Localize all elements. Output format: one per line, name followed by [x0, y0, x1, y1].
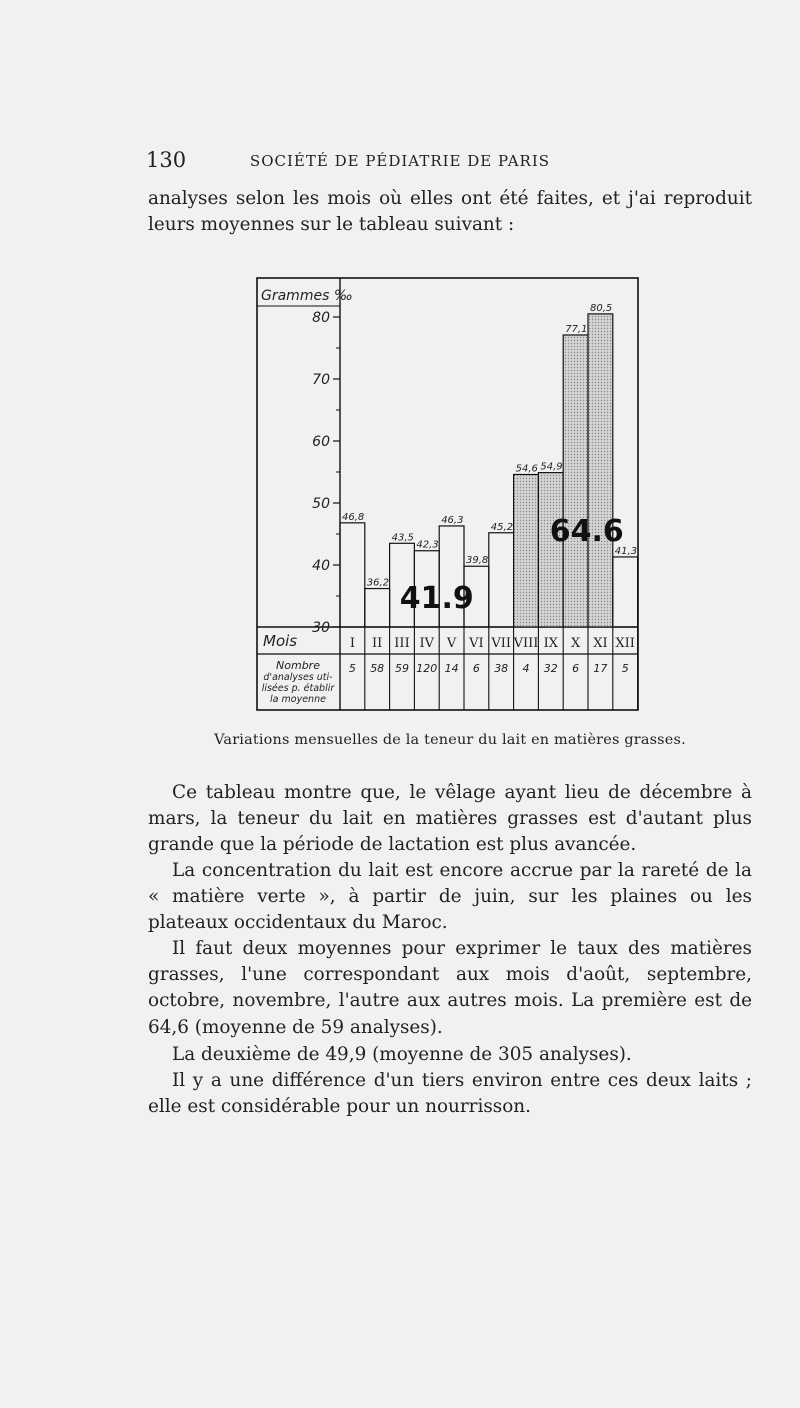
running-head: SOCIÉTÉ DE PÉDIATRIE DE PARIS	[249, 152, 551, 170]
count-row-label-line: d'analyses uti-	[263, 672, 333, 683]
bar-value-label: 43,5	[391, 532, 414, 544]
analysis-count: 5	[621, 662, 629, 675]
analysis-count: 4	[522, 662, 530, 675]
month-label: I	[349, 636, 355, 651]
bar-II	[365, 589, 390, 627]
page-number: 130	[146, 148, 187, 172]
y-tick-label: 50	[312, 496, 330, 512]
month-label: VIII	[513, 636, 539, 651]
bar-XII	[613, 557, 638, 627]
figure-caption: Variations mensuelles de la teneur du lait en matières grasses.	[214, 732, 686, 748]
analysis-count: 38	[494, 662, 509, 675]
bar-value-label: 46,8	[342, 511, 365, 523]
average-label-low: 41.9	[399, 581, 474, 616]
y-tick-label: 70	[312, 372, 330, 388]
y-tick-label: 60	[312, 434, 330, 450]
y-tick-label: 40	[312, 558, 330, 574]
bar-IX	[538, 473, 563, 627]
month-label: XI	[593, 636, 608, 651]
bar-VII	[489, 533, 514, 627]
month-label: II	[372, 636, 383, 651]
month-label: XII	[615, 636, 635, 651]
bar-value-label: 39,8	[466, 555, 489, 567]
count-row-label-line: la moyenne	[270, 694, 326, 705]
month-label: VI	[469, 636, 484, 651]
bar-I	[340, 523, 365, 627]
y-axis-label: Grammes ‰	[261, 288, 353, 304]
analysis-count: 5	[348, 662, 356, 675]
paragraph-intro: analyses selon les mois où elles ont été faites, et j'ai reproduit leurs moyennes sur le tableau suivant :	[148, 188, 752, 236]
analysis-count: 58	[370, 662, 385, 675]
bar-value-label: 45,2	[490, 521, 514, 533]
paragraph-concentration: La concentration du lait est encore accrue par la rareté de la « matière verte », à partir de juin, sur les plaines ou les plateaux occidentaux du Maroc.	[148, 860, 752, 934]
paragraph-calving: Ce tableau montre que, le vêlage ayant lieu de décembre à mars, la teneur du lait en matières grasses est d'autant plus grande que la période de lactation est plus avancée.	[148, 782, 752, 856]
analysis-count: 14	[444, 662, 459, 675]
analysis-count: 17	[593, 662, 608, 675]
analysis-count: 32	[543, 662, 558, 675]
month-label: III	[394, 636, 410, 651]
bar-value-label: 54,6	[515, 463, 538, 475]
bar-value-label: 77,1	[565, 323, 588, 335]
count-row-label-line: lisées p. établir	[261, 683, 335, 694]
analysis-count: 6	[572, 662, 580, 675]
analysis-count: 59	[395, 662, 409, 675]
figure-fat-content-chart	[255, 276, 645, 714]
month-label: IX	[543, 636, 558, 651]
bar-value-label: 41,3	[614, 545, 638, 557]
bar-VIII	[514, 474, 539, 627]
month-label: V	[446, 636, 457, 651]
average-label-high: 64.6	[549, 514, 624, 549]
bar-X	[563, 335, 588, 627]
x-axis-label: Mois	[263, 632, 298, 650]
count-row-label-line: Nombre	[276, 659, 320, 672]
analysis-count: 6	[472, 662, 480, 675]
bar-value-label: 36,2	[366, 577, 390, 589]
paragraph-difference: Il y a une différence d'un tiers environ entre ces deux laits ; elle est considérable pour un nourrisson.	[148, 1070, 752, 1118]
bar-XI	[588, 314, 613, 627]
y-tick-label: 30	[312, 620, 330, 636]
page-header	[0, 148, 800, 176]
paragraph-second-average: La deuxième de 49,9 (moyenne de 305 analyses).	[172, 1044, 632, 1065]
bar-chart	[255, 276, 645, 714]
bar-value-label: 46,3	[441, 514, 464, 526]
bar-value-label: 80,5	[590, 302, 613, 314]
month-label: X	[570, 636, 581, 651]
bar-value-label: 42,3	[416, 539, 439, 551]
y-tick-label: 80	[312, 310, 330, 326]
month-label: VII	[491, 636, 512, 651]
month-label: IV	[419, 636, 435, 651]
analysis-count: 120	[416, 662, 438, 675]
paragraph-two-averages: Il faut deux moyennes pour exprimer le taux des matières grasses, l'une correspondant aux mois d'août, septembre, octobre, novembre, l'autre aux autres mois. La première est de 64,6 (moyenne de 59 analyses).	[148, 938, 752, 1038]
bar-value-label: 54,9	[540, 461, 563, 473]
